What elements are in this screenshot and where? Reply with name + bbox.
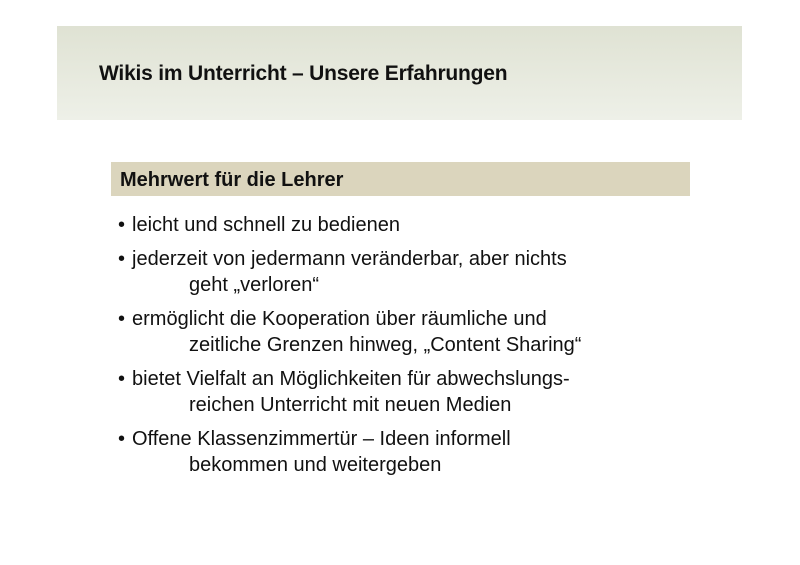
- bullet-point-icon: •: [118, 308, 126, 330]
- bullet-text-continuation: reichen Unterricht mit neuen Medien: [189, 394, 512, 416]
- bullet-item: [118, 426, 718, 478]
- section-heading: Mehrwert für die Lehrer: [120, 169, 344, 191]
- bullet-text: bietet Vielfalt an Möglichkeiten für abwechslungs-: [132, 368, 570, 390]
- bullet-text: Offene Klassenzimmertür – Ideen informell: [132, 428, 511, 450]
- bullet-point-icon: •: [118, 428, 126, 450]
- bullet-item: [118, 246, 718, 298]
- bullet-point-icon: •: [118, 248, 126, 270]
- bullet-point-icon: •: [118, 368, 126, 390]
- bullet-text: jederzeit von jedermann veränderbar, aber nichts: [132, 248, 567, 270]
- slide-title: Wikis im Unterricht – Unsere Erfahrungen: [99, 62, 508, 85]
- bullet-text: ermöglicht die Kooperation über räumliche und: [132, 308, 547, 330]
- bullet-item: [118, 306, 718, 358]
- bullet-item: [118, 212, 718, 238]
- bullet-point-icon: •: [118, 214, 126, 236]
- bullet-item: [118, 366, 718, 418]
- bullet-text-continuation: geht „verloren“: [189, 274, 320, 296]
- bullet-text-continuation: zeitliche Grenzen hinweg, „Content Sharing“: [189, 334, 582, 356]
- bullet-text: leicht und schnell zu bedienen: [132, 214, 400, 236]
- bullet-list: [118, 212, 718, 486]
- bullet-text-continuation: bekommen und weitergeben: [189, 454, 442, 476]
